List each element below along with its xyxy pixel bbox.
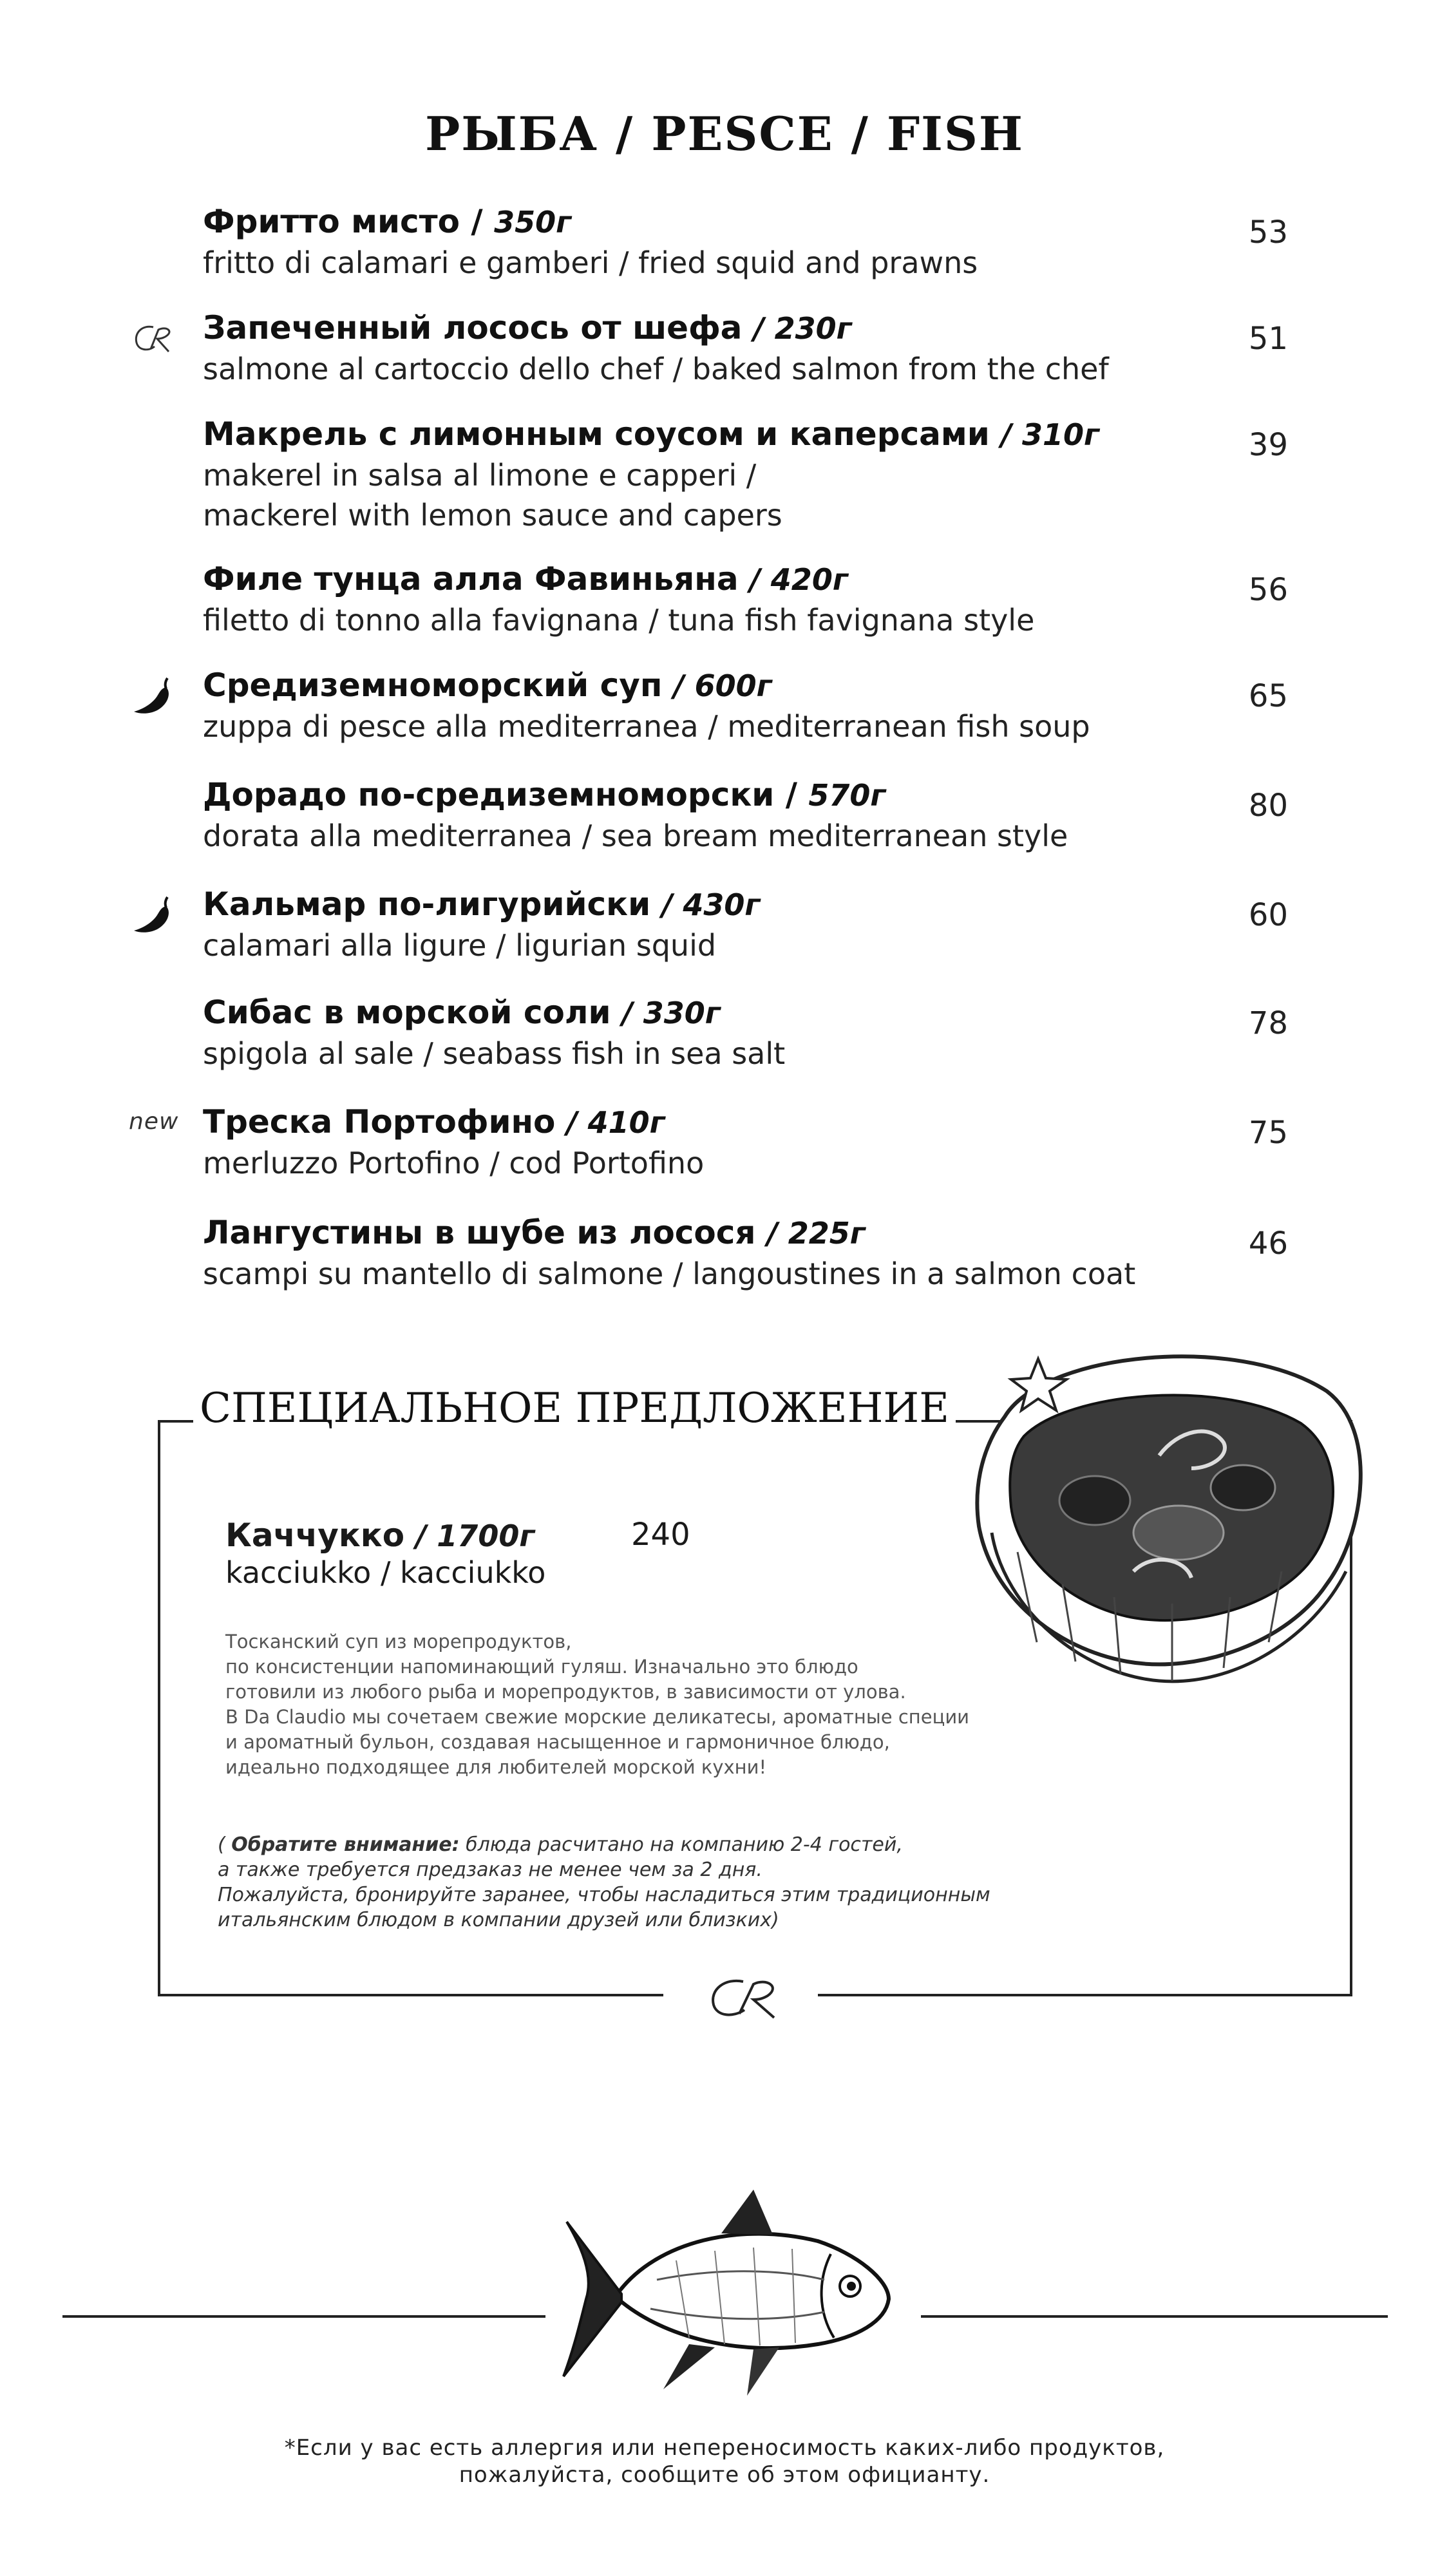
item-price: 39	[1248, 427, 1288, 463]
item-price: 78	[1248, 1005, 1288, 1041]
item-description: calamari alla ligure / ligurian squid	[203, 928, 717, 963]
item-description: makerel in salsa al limone e capperi / mackerel with lemon sauce and capers	[203, 458, 782, 533]
item-name: Дорадо по-средиземноморски / 570г	[203, 776, 886, 813]
item-price: 56	[1248, 572, 1288, 608]
chili-pepper-icon	[129, 892, 180, 937]
item-weight: / 310г	[1001, 417, 1100, 452]
item-description: scampi su mantello di salmone / langoustines in a salmon coat	[203, 1256, 1136, 1291]
item-description: dorata alla mediterranea / sea bream mediterranean style	[203, 819, 1068, 853]
item-name: Треска Портофино / 410г	[203, 1103, 665, 1141]
item-price: 65	[1248, 678, 1288, 714]
chef-logo-icon	[129, 316, 180, 361]
item-description: salmone al cartoccio dello chef / baked salmon from the chef	[203, 352, 1109, 386]
special-offer-title: СПЕЦИАЛЬНОЕ ПРЕДЛОЖЕНИЕ	[193, 1385, 956, 1432]
item-name: Сибас в морской соли / 330г	[203, 994, 721, 1031]
item-weight: 570г	[808, 778, 886, 813]
item-price: 46	[1248, 1226, 1288, 1262]
item-price: 60	[1248, 897, 1288, 933]
divider-line	[62, 2315, 545, 2318]
special-item-name: Каччукко / 1700г	[225, 1517, 535, 1554]
item-description: fritto di calamari e gamberi / fried squid and prawns	[203, 245, 978, 280]
item-weight: / 410г	[566, 1105, 665, 1140]
item-name: Лангустины в шубе из лосося / 225г	[203, 1214, 866, 1251]
special-item-description: kacciukko / kacciukko	[225, 1555, 546, 1590]
divider-line	[921, 2315, 1388, 2318]
chef-logo-icon	[702, 1967, 792, 2025]
item-price: 51	[1248, 321, 1288, 357]
item-weight: / 330г	[621, 996, 721, 1030]
item-name: Макрель с лимонным соусом и каперсами / 310г	[203, 415, 1100, 453]
special-item-weight: / 1700г	[415, 1519, 535, 1553]
fish-illustration	[560, 2183, 895, 2402]
special-offer-note: ( Обратите внимание: блюда расчитано на компанию 2-4 гостей, а также требуется предзаказ не менее чем за 2 дня. Пожалуйста, бронируйте заранее, чтобы насладиться этим традиционным итальянским блюдом в компании друзей или близких)	[218, 1833, 990, 1931]
special-offer-description: Тосканский суп из морепродуктов, по консистенции напоминающий гуляш. Изначально это блюдо готовили из любого рыба и морепродуктов, в зависимости от улова. В Da Claudio мы сочетаем свежие морские деликатесы, ароматные специи и ароматный бульон, создавая насыщенное и гармоничное блюдо, идеально подходящее для любителей морской кухни!	[225, 1631, 970, 1778]
special-item-price: 240	[631, 1517, 690, 1553]
chili-pepper-icon	[129, 673, 180, 718]
allergy-footnote: *Если у вас есть аллергия или непереносимость каких-либо продуктов, пожалуйста, сообщите об этом официанту.	[284, 2435, 1165, 2488]
item-weight: / 230г	[753, 311, 852, 346]
item-weight: / 600г	[673, 668, 772, 703]
new-badge: new	[129, 1108, 179, 1135]
item-weight: / 430г	[661, 887, 761, 922]
item-name: Фритто мисто / 350г	[203, 203, 572, 240]
item-name: Кальмар по-лигурийски / 430г	[203, 886, 761, 923]
item-description: merluzzo Portofino / cod Portofino	[203, 1146, 705, 1180]
item-description: spigola al sale / seabass fish in sea salt	[203, 1036, 786, 1071]
item-name: Филе тунца алла Фавиньяна / 420г	[203, 560, 848, 598]
item-description: filetto di tonno alla favignana / tuna fish favignana style	[203, 603, 1035, 638]
item-description: zuppa di pesce alla mediterranea / mediterranean fish soup	[203, 709, 1090, 744]
item-weight: / 420г	[749, 562, 848, 597]
page-title: РЫБА / PESCE / FISH	[425, 106, 1024, 161]
item-price: 53	[1248, 214, 1288, 251]
item-weight: 350г	[494, 205, 572, 240]
item-price: 75	[1248, 1115, 1288, 1151]
item-price: 80	[1248, 788, 1288, 824]
item-name: Запеченный лосось от шефа / 230г	[203, 309, 852, 346]
item-weight: / 225г	[766, 1216, 866, 1251]
item-name: Средиземноморский суп / 600г	[203, 667, 772, 704]
